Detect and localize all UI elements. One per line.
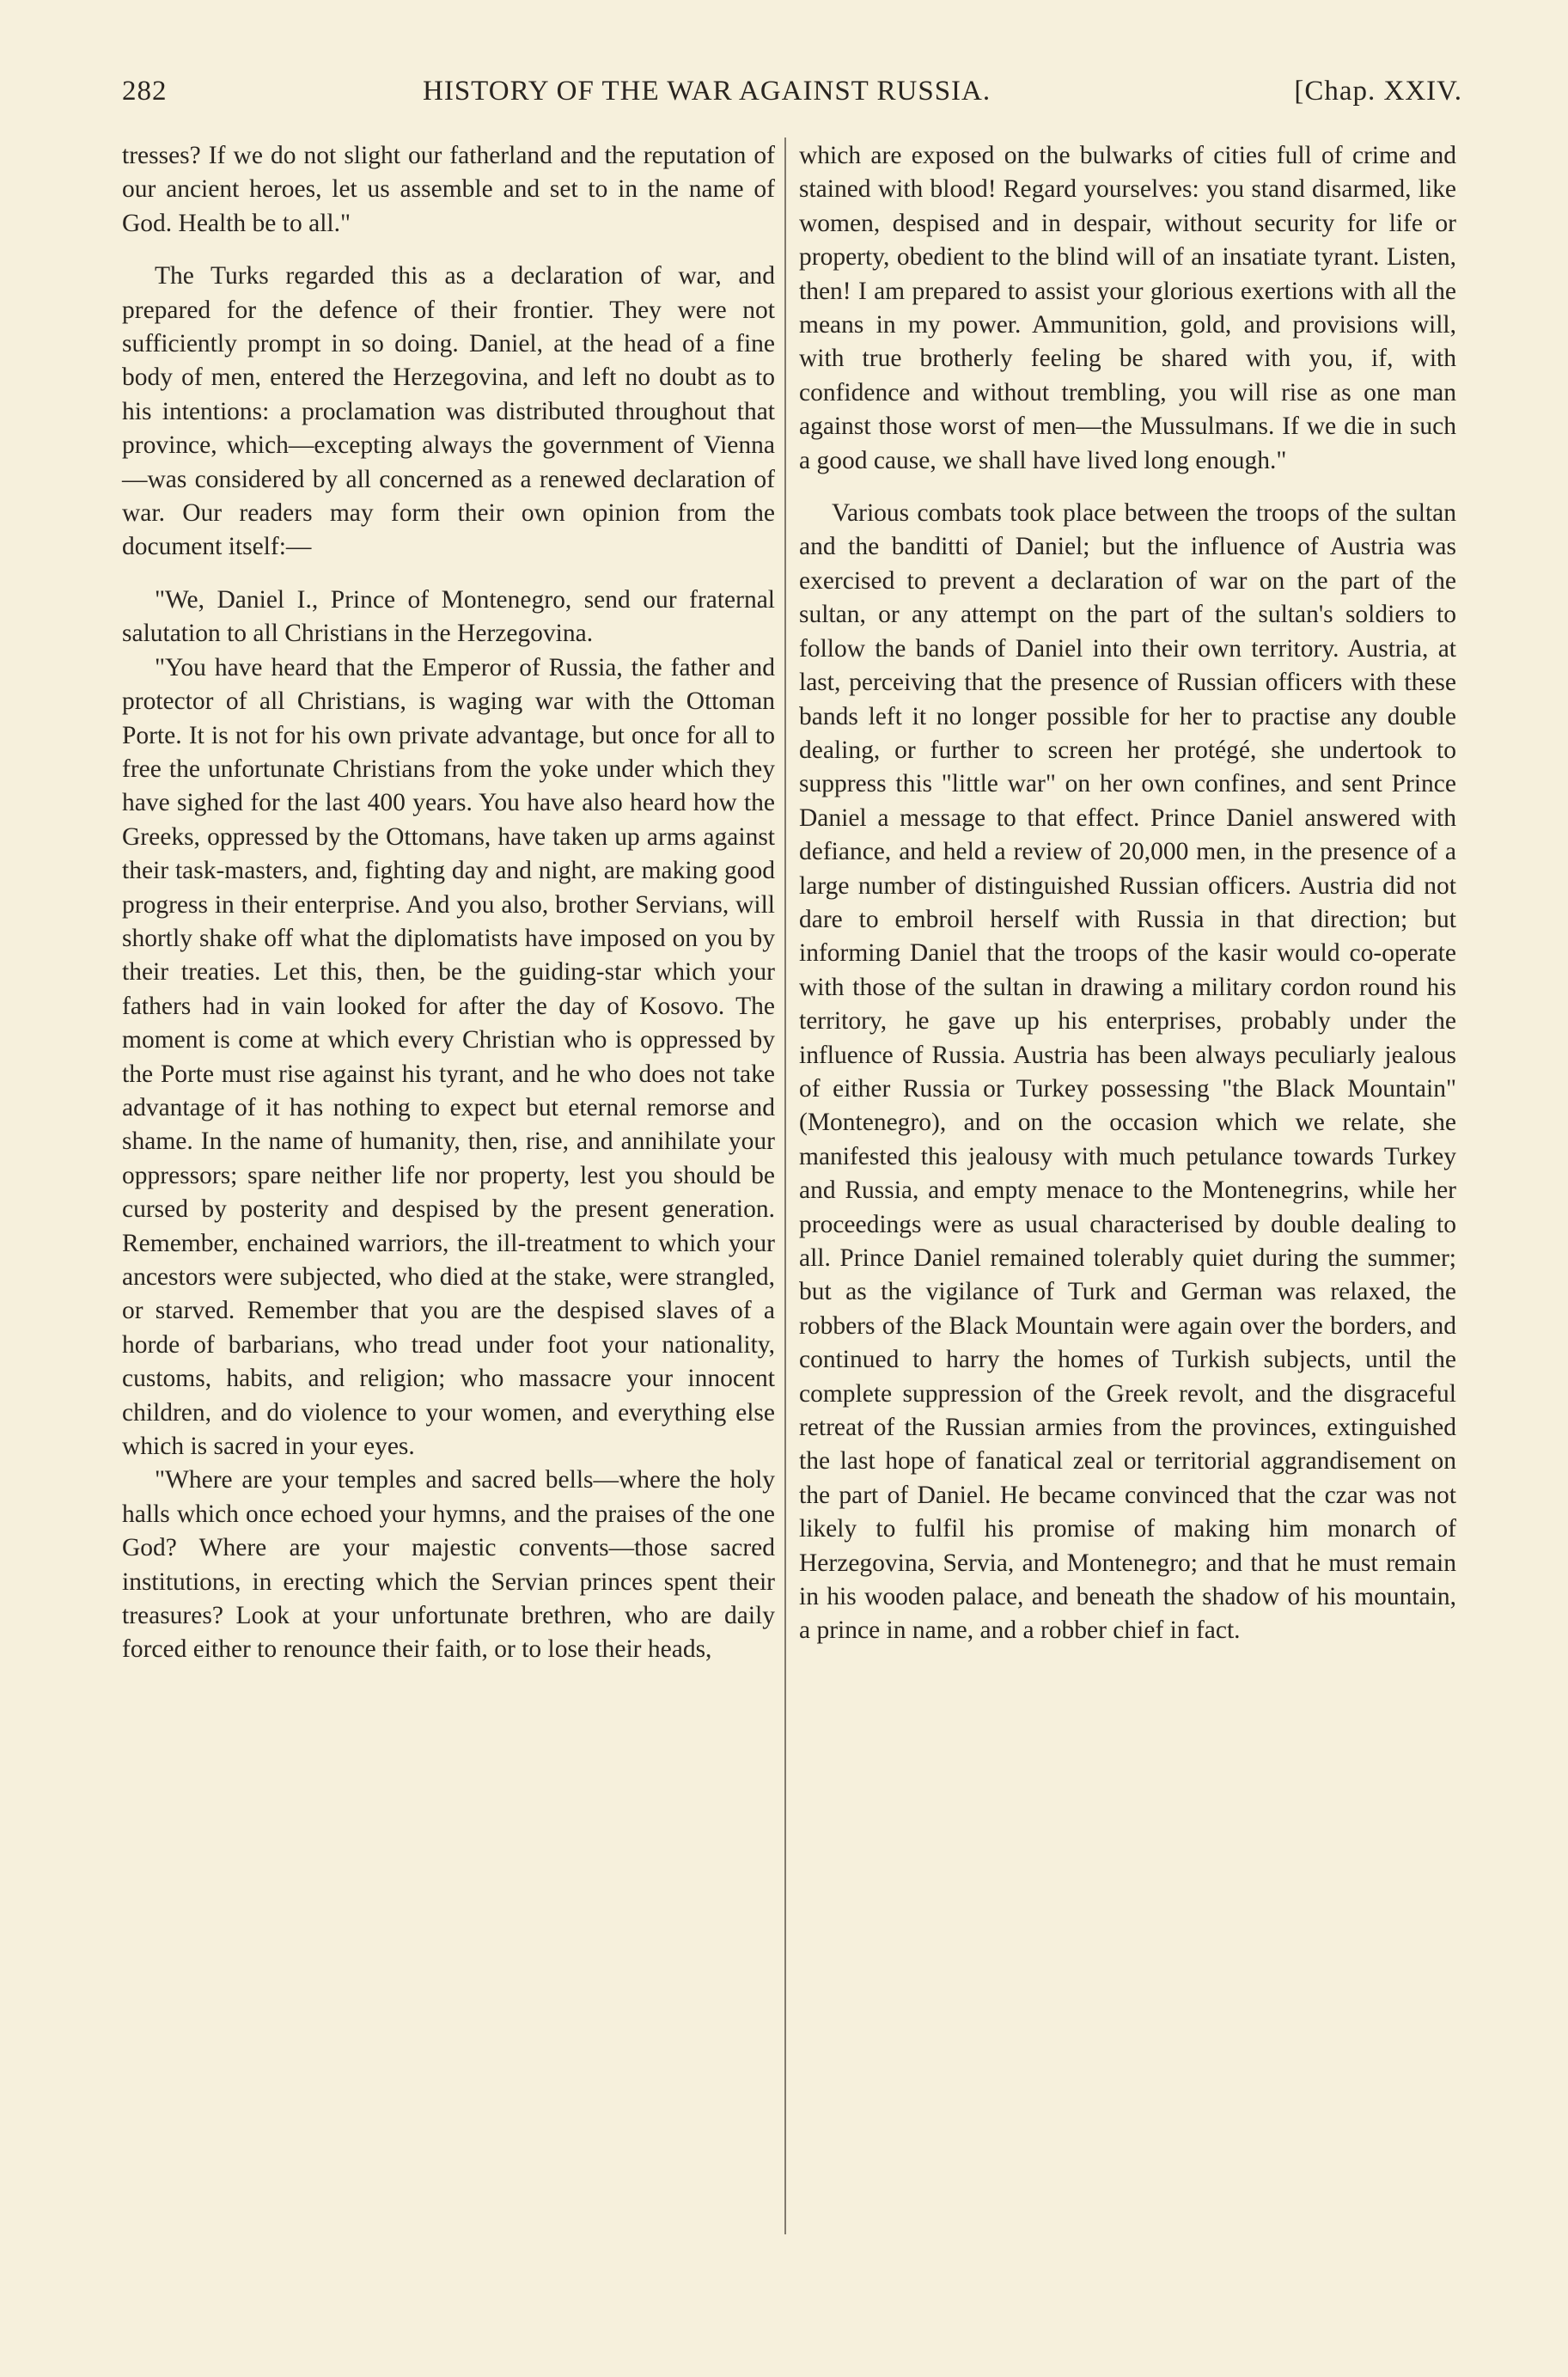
right-column bbox=[799, 139, 1456, 1648]
running-title: HISTORY OF THE WAR AGAINST RUSSIA. bbox=[423, 76, 991, 107]
chapter-label: [Chap. XXIV. bbox=[1294, 76, 1462, 107]
column-divider bbox=[784, 137, 786, 2234]
paragraph: "We, Daniel I., Prince of Montenegro, send our fraternal salutation to all Christians in the Herzegovina. bbox=[122, 585, 775, 648]
paragraph: The Turks regarded this as a declaration of war, and prepared for the defence of their frontier. They were not sufficiently prompt in so doing. Daniel, at the head of a fine body of men, entered the Herzegovina, and left no doubt as to his intentions: a proclamation was distributed throughout that province, which—excepting always the government of Vienna—was considered by all concerned as a renewed declaration of war. Our readers may form their own opinion from the document itself:— bbox=[122, 262, 775, 561]
paragraph: "Where are your temples and sacred bells—where the holy halls which once echoed your hymns, and the praises of the one God? Where are your majestic convents—those sacred institutions, in erecting which the Servian princes spent their treasures? Look at your unfortunate brethren, who are daily forced either to renounce their faith, or to lose their heads, bbox=[122, 1466, 775, 1664]
paragraph: which are exposed on the bulwarks of cities full of crime and stained with blood! Regard yourselves: you stand disarmed, like women, despised and in despair, without security for life or property, obedient to the blind will of an insatiate tyrant. Listen, then! I am prepared to assist your glorious exertions with all the means in my power. Ammunition, gold, and provisions will, with true brotherly feeling be shared with you, if, with confidence and without trembling, you will rise as one man against those worst of men—the Mussulmans. If we die in such a good cause, we shall have lived long enough." bbox=[799, 142, 1456, 474]
paragraph: "You have heard that the Emperor of Russia, the father and protector of all Christians, is waging war with the Ottoman Porte. It is not for his own private advantage, but once for all to free the unfortunate Christians from the yoke under which they have sighed for the last 400 years. You have also heard how the Greeks, oppressed by the Ottomans, have taken up arms against their task-masters, and, fighting day and night, are making good progress in their enterprise. And you also, brother Servians, will shortly shake off what the diplomatists have imposed on you by their treaties. Let this, then, be the guiding-star which your fathers had in vain looked for after the day of Kosovo. The moment is come at which every Christian who is oppressed by the Porte must rise against his tyrant, and he who does not take advantage of it has nothing to expect but eternal remorse and shame. In the name of humanity, then, rise, and annihilate your oppressors; spare neither life nor property, lest you should be cursed by posterity and despised by the present generation. Remember, enchained warriors, the ill-treatment to which your ancestors were subjected, who died at the stake, were strangled, or starved. Remember that you are the despised slaves of a horde of barbarians, who tread under foot your nationality, customs, habits, and religion; who massacre your innocent children, and do violence to your women, and everything else which is sacred in your eyes. bbox=[122, 653, 775, 1461]
page-number: 282 bbox=[122, 76, 168, 107]
running-header bbox=[122, 76, 1462, 119]
paragraph: Various combats took place between the troops of the sultan and the banditti of Daniel; but the influence of Austria was exercised to prevent a declaration of war on the part of the sultan, or any attempt on the part of the sultan's soldiers to follow the bands of Daniel into their own territory. Austria, at last, perceiving that the presence of Russian officers with these bands left it no longer possible for her to practise any double dealing, or further to screen her protégé, she undertook to suppress this "little war" on her own confines, and sent Prince Daniel a message to that effect. Prince Daniel answered with defiance, and held a review of 20,000 men, in the presence of a large number of distinguished Russian officers. Austria did not dare to embroil herself with Russia in that direction; but informing Daniel that the troops of the kasir would co-operate with those of the sultan in drawing a military cordon round his territory, he gave up his enterprises, probably under the influence of Russia. Austria has been always peculiarly jealous of either Russia or Turkey possessing "the Black Mountain" (Montenegro), and on the occasion which we relate, she manifested this jealousy with much petulance towards Turkey and Russia, and empty menace to the Montenegrins, while her proceedings were as usual characterised by double dealing to all. Prince Daniel remained tolerably quiet during the summer; but as the vigilance of Turk and German was relaxed, the robbers of the Black Mountain were again over the borders, and continued to harry the homes of Turkish subjects, until the complete suppression of the Greek revolt, and the disgraceful retreat of the Russian armies from the provinces, extinguished the last hope of fanatical zeal or territorial aggrandisement on the part of Daniel. He became convinced that the czar was not likely to fulfil his promise of making him monarch of Herzegovina, Servia, and Montenegro; and that he must remain in his wooden palace, and beneath the shadow of his mountain, a prince in name, and a robber chief in fact. bbox=[799, 499, 1456, 1645]
paragraph: tresses? If we do not slight our fatherland and the reputation of our ancient heroes, let us assemble and set to in the name of God. Health be to all." bbox=[122, 142, 775, 237]
left-column bbox=[122, 139, 775, 1667]
